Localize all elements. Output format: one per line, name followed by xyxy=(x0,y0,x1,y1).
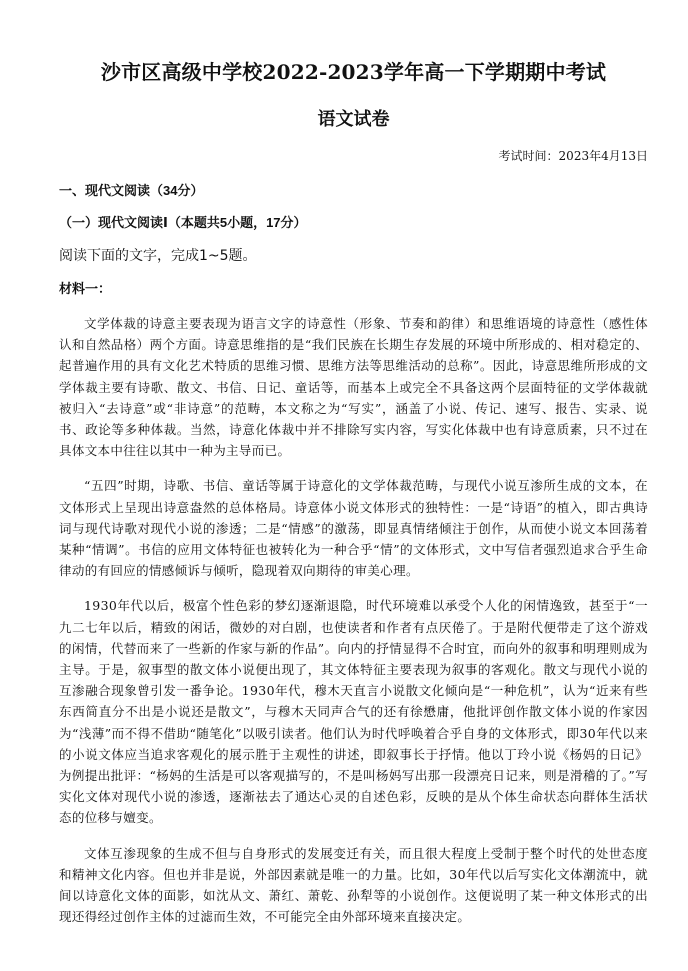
material-body xyxy=(59,299,648,927)
section-heading: 一、现代文阅读（34分） xyxy=(59,183,204,198)
paragraph: “五四”时期，诗歌、书信、童话等属于诗意化的文学体裁范畴，与现代小说互渗所生成的文本，在文体形式上呈现出诗意盎然的总体格局。诗意体小说文体形式的独特性：一是“诗语”的植入，即古典诗词与现代诗歌对现代小说的渗透；二是“情感”的激荡，即显真情绪倾注于创作，从而使小说文本回荡着某种“情调”。书信的应用文体特征也被转化为一种合乎“情”的文体形式，文中写信者强烈追求合乎生命律动的有回应的情感倾诉与倾听，隐现着双向期待的审美心理。 xyxy=(59,478,648,579)
paper-subtitle: 语文试卷 xyxy=(317,109,390,130)
exam-title: 沙市区高级中学校2022-2023学年高一下学期期中考试 xyxy=(100,60,607,84)
exam-time: 考试时间：2023年4月13日 xyxy=(498,149,648,163)
paragraph: 文体互渗现象的生成不但与自身形式的发展变迁有关，而且很大程度上受制于整个时代的处世态度和精神文化内容。但也并非是说，外部因素就是唯一的力量。比如，30年代以后写实化文体潮流中，就间以诗意化文体的面影，如沈从文、萧红、萧乾、孙犁等的小说创作。这便说明了某一种文体形式的出现还得经过创作主体的过滤而生效，不可能完全由外部环境来直接决定。 xyxy=(59,845,648,925)
paragraph: 文学体裁的诗意主要表现为语言文字的诗意性（形象、节奏和韵律）和思维语境的诗意性（感性体认和自然品格）两个方面。诗意思维指的是“我们民族在长期生存发展的环境中所形成的、相对稳定的、起普遍作用的具有文化艺术特质的思维习惯、思维方法等思维活动的总称”。因此，诗意思维所形成的文学体裁主要有诗歌、散文、书信、日记、童话等，而基本上或完全不具备这两个层面特征的文学体裁就被归入“去诗意”或“非诗意”的范畴，本文称之为“写实”，涵盖了小说、传记、速写、报告、实录、说书、政论等多种体裁。当然，诗意化体裁中并不排除写实内容，写实化体裁中也有诗意质素，只不过在具体文本中往往以其中一种为主导而已。 xyxy=(59,316,648,459)
material-label: 材料一： xyxy=(59,281,112,296)
paragraph: 1930年代以后，极富个性色彩的梦幻逐渐退隐，时代环境难以承受个人化的闲情逸致，甚至于“一九二七年以后，精致的闲话，微妙的对白剧，也使读者和作者有点厌倦了。于是附代便带走了这个游戏的闲情，代替而来了一些新的作家与新的作品”。向内的抒情显得不合时宜，而向外的叙事和明理则成为主导。于是，叙事型的散文体小说便出现了，其文体特征主要表现为叙事的客观化。散文与现代小说的互渗融合现象曾引发一番争论。1930年代，穆木天直言小说散文化倾向是“一种危机”，认为“近来有些东西简直分不出是小说还是散文”，与穆木天同声合气的还有徐懋庸，他批评创作散文体小说的作家因为“浅薄”而不得不借助“随笔化”以吸引读者。他们认为时代呼唤着合乎自身的文体形式，即30年代以来的小说文体应当追求客观化的展示胜于主观性的讲述，即叙事长于抒情。他以丁玲小说《杨妈的日记》为例提出批评：“杨妈的生活是可以客观描写的，不是叫杨妈写出那一段漂亮日记来，则是滑稽的了。”写实化文体对现代小说的渗透，逐渐祛去了通达心灵的自述色彩，反映的是从个体生命状态向群体生活状态的位移与嬗变。 xyxy=(59,598,648,826)
subsection-heading: （一）现代文阅读Ⅰ（本题共5小题，17分） xyxy=(59,215,307,230)
reading-instruction: 阅读下面的文字，完成1~5题。 xyxy=(59,248,257,264)
